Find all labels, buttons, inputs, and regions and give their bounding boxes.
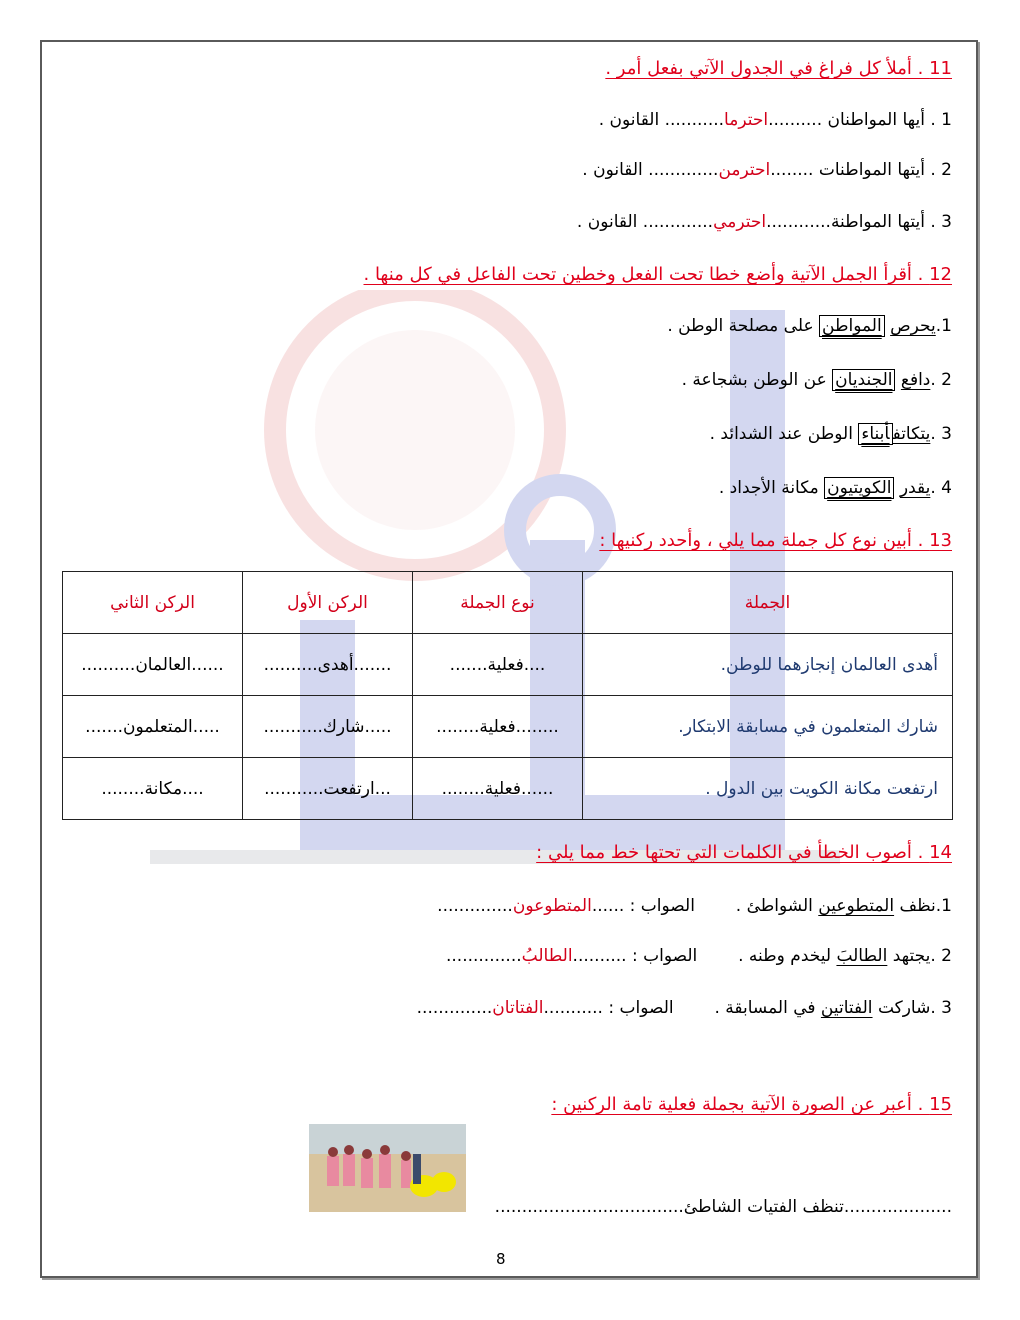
q11-item-1-post: ........... القانون . <box>598 110 725 130</box>
q14-item-2-answer: الطالبُ <box>521 946 573 966</box>
q14-item-2-wrong: الطالبَ <box>836 946 888 966</box>
q12-item-2-rest: عن الوطن بشجاعة . <box>681 370 827 390</box>
q12-item-1-subject: المواطن <box>819 315 885 337</box>
q11-item-2 <box>582 160 952 180</box>
q14-item-1-num: 1. <box>935 896 952 916</box>
q12-item-4-num: 4 . <box>930 478 952 498</box>
q11-item-2-post: ............. القانون . <box>582 160 719 180</box>
q11-item-1 <box>599 110 952 130</box>
q14-item-1-answer: المتطوعون <box>512 896 592 916</box>
q14-item-3-dots: .............. <box>416 998 493 1018</box>
photo-girls-cleaning-beach <box>309 1124 466 1212</box>
q11-item-1-pre: 1 . أيها المواطنان .......... <box>768 110 952 130</box>
cell-sentence: شارك المتعلمون في مسابقة الابتكار. <box>583 696 953 758</box>
q14-item-1-wrong: المتطوعين <box>818 896 895 916</box>
q12-item-3 <box>710 424 952 444</box>
q12-item-2-subject: الجنديان <box>832 369 895 391</box>
q11-item-1-answer: احترما <box>724 110 769 130</box>
q14-title: 14 . أصوب الخطأ في الكلمات التي تحتها خط مما يلي : <box>536 842 952 863</box>
q14-item-3-after: في المسابقة . <box>714 998 816 1018</box>
q11-item-2-pre: 2 . أيتها المواطنات ........ <box>770 160 952 180</box>
table-row <box>63 758 953 820</box>
q14-item-1-label: الصواب : ...... <box>591 896 695 916</box>
q14-item-3-label: الصواب : ........... <box>543 998 674 1018</box>
q15-title: 15 . أعبر عن الصورة الآتية بجملة فعلية تامة الركنين : <box>551 1094 952 1115</box>
q12-title: 12 . أقرأ الجمل الآتية وأضع خطا تحت الفعل وخطين تحت الفاعل في كل منها . <box>363 264 952 285</box>
q14-item-1-dots: .............. <box>437 896 513 916</box>
cell-second: .....المتعلمون....... <box>63 696 243 758</box>
q12-item-1-rest: على مصلحة الوطن . <box>667 316 814 336</box>
q14-item-1 <box>437 896 952 916</box>
q14-item-2 <box>446 946 952 966</box>
q11-item-3-post: ............. القانون . <box>576 212 714 232</box>
header-second-pillar: الركن الثاني <box>63 572 243 634</box>
q11-item-3-answer: احترمي <box>713 212 767 232</box>
cell-first: .....شارك........... <box>243 696 413 758</box>
q13-title: 13 . أبين نوع كل جملة مما يلي ، وأحدد ركنيها : <box>599 530 952 551</box>
q12-item-3-subject: أبناء <box>858 423 892 445</box>
q14-item-3 <box>417 998 952 1018</box>
header-first-pillar: الركن الأول <box>243 572 413 634</box>
q15-answer-line: ....................تنظف الفتيات الشاطئ................................... <box>494 1197 952 1217</box>
q14-item-2-dots: .............. <box>445 946 522 966</box>
q12-item-3-rest: الوطن عند الشدائد . <box>709 424 853 444</box>
q12-item-4-verb: يقدر <box>899 478 931 498</box>
cell-type: ....فعلية....... <box>413 634 583 696</box>
cell-type: ........فعلية........ <box>413 696 583 758</box>
photo-illustration <box>309 1124 466 1212</box>
cell-first: ...ارتفعت........... <box>243 758 413 820</box>
table-row <box>63 696 953 758</box>
q14-item-3-answer: الفتاتان <box>492 998 544 1018</box>
q14-item-2-after: ليخدم وطنه . <box>738 946 832 966</box>
table-row <box>63 634 953 696</box>
q11-item-3 <box>577 212 952 232</box>
cell-first: .......أهدى.......... <box>243 634 413 696</box>
cell-sentence: أهدى العالمان إنجازهما للوطن. <box>583 634 953 696</box>
q12-item-4-rest: مكانة الأجداد . <box>718 478 819 498</box>
header-type: نوع الجملة <box>413 572 583 634</box>
q12-item-2-num: 2 . <box>930 370 952 390</box>
q14-item-3-num: 3 . <box>930 998 952 1018</box>
page-number: 8 <box>496 1250 506 1268</box>
q12-item-2-verb: دافع <box>900 370 931 390</box>
q11-title: 11 . أملأ كل فراغ في الجدول الآتي بفعل أمر . <box>605 58 952 79</box>
q14-item-2-label: الصواب : .......... <box>572 946 698 966</box>
q12-item-3-num: 3 . <box>930 424 952 444</box>
q12-item-2 <box>682 370 952 390</box>
table-header-row <box>63 572 953 634</box>
q14-item-1-after: الشواطئ . <box>735 896 813 916</box>
cell-second: ......العالمان.......... <box>63 634 243 696</box>
q12-item-4 <box>719 478 952 498</box>
q14-item-2-before: يجتهد <box>892 946 931 966</box>
q14-item-1-before: نظف <box>899 896 936 916</box>
q12-item-4-subject: الكويتيون <box>824 477 894 499</box>
cell-type: ......فعلية........ <box>413 758 583 820</box>
q11-item-2-answer: احترمن <box>718 160 771 180</box>
q14-item-3-before: شاركت <box>877 998 931 1018</box>
q13-table <box>62 571 953 820</box>
header-sentence: الجملة <box>583 572 953 634</box>
q12-item-1 <box>667 316 952 336</box>
q12-item-3-verb: يتكاتف <box>892 424 931 444</box>
cell-second: ....مكانة........ <box>63 758 243 820</box>
q14-item-2-num: 2 . <box>930 946 952 966</box>
q11-item-3-pre: 3 . أيتها المواطنة............ <box>766 212 952 232</box>
q12-item-1-num: 1. <box>935 316 952 336</box>
q14-item-3-wrong: الفتاتين <box>820 998 873 1018</box>
cell-sentence: ارتفعت مكانة الكويت بين الدول . <box>583 758 953 820</box>
q12-item-1-verb: يحرص <box>890 316 936 336</box>
